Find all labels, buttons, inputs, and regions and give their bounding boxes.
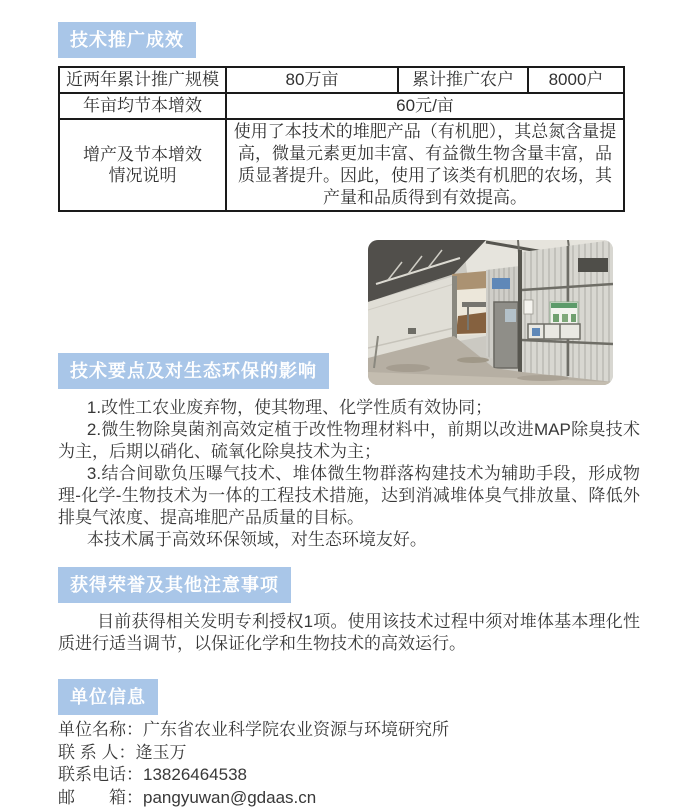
section-title: 技术要点及对生态环保的影响 xyxy=(70,361,317,381)
honors-paragraph: 目前获得相关发明专利授权1项。使用该技术过程中须对堆体基本理化性质进行适当调节，以保证化学和生物技术的高效运行。 xyxy=(58,611,640,655)
desc-label-line2: 情况说明 xyxy=(64,165,221,186)
section-header-honors xyxy=(58,567,291,603)
table-row xyxy=(59,67,624,93)
tech-point-1: 1.改性工农业废弃物，使其物理、化学性质有效协同； xyxy=(58,397,640,419)
cell-saving-label: 年亩均节本增效 xyxy=(59,93,226,119)
tech-point-3: 3.结合间歇负压曝气技术、堆体微生物群落构建技术为辅助手段，形成物理-化学-生物技术为一体的工程技术措施，达到消减堆体臭气排放量、降低外排臭气浓度、提高堆肥产品质量的目标。 xyxy=(58,463,640,529)
email-label: 邮 箱： xyxy=(58,788,143,807)
tech-point-summary: 本技术属于高效环保领域，对生态环境友好。 xyxy=(58,529,640,551)
cell-farmers-label: 累计推广农户 xyxy=(398,67,528,93)
section-header-unit-info xyxy=(58,679,158,715)
cell-desc-label xyxy=(59,119,226,211)
facility-photo xyxy=(368,240,613,385)
phone-value: 13826464538 xyxy=(143,765,247,784)
section-title: 单位信息 xyxy=(70,687,146,707)
section-header-promotion xyxy=(58,22,196,58)
unit-name-row xyxy=(58,719,449,742)
cell-saving-value: 60元/亩 xyxy=(226,93,624,119)
unit-name-value: 广东省农业科学院农业资源与环境研究所 xyxy=(143,720,449,739)
cell-desc-value: 使用了本技术的堆肥产品（有机肥），其总氮含量提高，微量元素更加丰富、有益微生物含量丰富，品质显著提升。因此，使用了该类有机肥的农场，其产量和品质得到有效提高。 xyxy=(226,119,624,211)
desc-label-line1: 增产及节本增效 xyxy=(64,144,221,165)
cell-farmers-value: 8000户 xyxy=(528,67,624,93)
phone-row xyxy=(58,764,449,787)
tech-points-text xyxy=(58,397,640,551)
unit-info xyxy=(58,719,449,809)
section-title: 获得荣誉及其他注意事项 xyxy=(70,575,279,595)
cell-scale-value: 80万亩 xyxy=(226,67,398,93)
honors-text xyxy=(58,611,640,655)
table-row xyxy=(59,119,624,211)
unit-name-label: 单位名称： xyxy=(58,720,143,739)
table-row xyxy=(59,93,624,119)
cell-scale-label: 近两年累计推广规模 xyxy=(59,67,226,93)
facility-photo-illustration xyxy=(368,240,613,385)
section-title: 技术推广成效 xyxy=(70,30,184,50)
phone-label: 联系电话： xyxy=(58,765,143,784)
contact-person-value: 逄玉万 xyxy=(135,743,186,762)
promotion-stats-table xyxy=(58,66,625,212)
email-row xyxy=(58,787,449,809)
contact-person-label: 联 系 人： xyxy=(58,743,135,762)
contact-person-row xyxy=(58,742,449,765)
email-value: pangyuwan@gdaas.cn xyxy=(143,788,316,807)
section-header-tech-points xyxy=(58,353,329,389)
tech-point-2: 2.微生物除臭菌剂高效定植于改性物理材料中，前期以改进MAP除臭技术为主，后期以硝化、硫氧化除臭技术为主； xyxy=(58,419,640,463)
